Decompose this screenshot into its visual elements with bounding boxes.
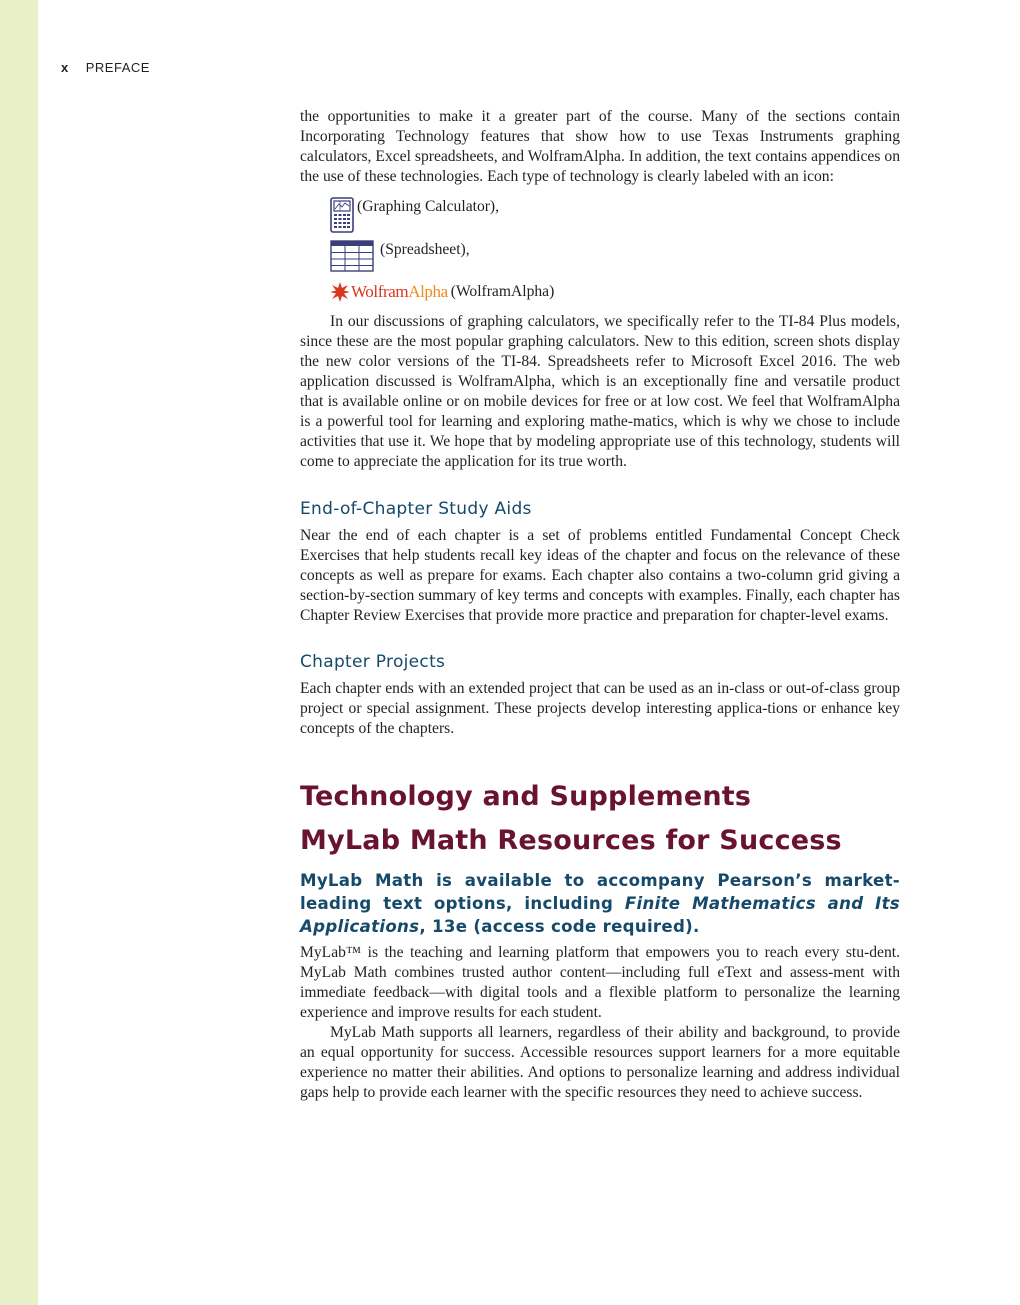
- margin-color-strip: [0, 0, 38, 1305]
- alpha-logo-text: Alpha: [408, 282, 448, 301]
- spreadsheet-icon: [330, 240, 374, 278]
- chapter-projects-paragraph: Each chapter ends with an extended project that can be used as an in-class or out-of-class group project or special assignment. These projects develop interesting applica-tions or enhance key concepts of the chapters.: [300, 680, 900, 737]
- study-aids-paragraph: Near the end of each chapter is a set of problems entitled Fundamental Concept Check Exercises that help students recall key ideas of the chapter and focus on the relevance of these concepts as well as prepare for exams. Each chapter also contains a two-column grid giving a section-by-section summary of key terms and concepts with examples. Finally, each chapter has Chapter Review Exercises that provide more practice and preparation for chapter-level exams.: [300, 527, 900, 624]
- page-body: [300, 107, 900, 1103]
- subhead-text-end: , 13e (access code required).: [419, 917, 700, 936]
- mylab-resources-title: MyLab Math Resources for Success: [300, 825, 842, 856]
- spreadsheet-row: [330, 240, 900, 276]
- mylab-subhead: [300, 869, 900, 938]
- mylab-paragraph-1: MyLab™ is the teaching and learning platform that empowers you to reach every stu-dent. MyLab Math combines trusted author content—including full eText and assess-ment with immediate feedback—with digital tools and a flexible platform to personalize the learning experience and improve results for each student.: [300, 944, 900, 1021]
- supplements-title: Technology and Supplements: [300, 781, 752, 812]
- graphing-calculator-row: [330, 197, 900, 233]
- subhead-book-title: Finite Mathematics and Its Applications: [300, 894, 900, 936]
- page-number: x: [61, 60, 69, 75]
- running-head: [61, 60, 150, 75]
- calculators-paragraph: In our discussions of graphing calculators, we specifically refer to the TI-84 Plus models, since these are the most popular graphing calculators. New to this edition, screen shots display the new color versions of the TI-84. Spreadsheets refer to Microsoft Excel 2016. The web application discussed is WolframAlpha, which is an exceptionally fine and versatile product that is available online or on mobile devices for free or at low cost. We feel that WolframAlpha is a powerful tool for learning and exploring mathe-matics, which is why we chose to include activities that use it. We hope that by modeling appropriate use of this technology, students will come to appreciate the application for its true worth.: [300, 313, 900, 470]
- wolfram-star-icon: [330, 282, 350, 302]
- mylab-paragraph-2: MyLab Math supports all learners, regardless of their ability and background, to provide an equal opportunity for success. Accessible resources support learners for a more equitable experience no matter their abilities. And options to personalize learning and address individual gaps help to provide each learner with the specific resources they need to achieve success.: [300, 1024, 900, 1101]
- study-aids-heading: End-of-Chapter Study Aids: [300, 499, 532, 519]
- graphing-calculator-label: (Graphing Calculator),: [357, 198, 500, 215]
- spreadsheet-label: (Spreadsheet),: [380, 241, 470, 258]
- running-head-section: PREFACE: [85, 60, 150, 75]
- chapter-projects-heading: Chapter Projects: [300, 652, 446, 672]
- tech-intro-paragraph: the opportunities to make it a greater part of the course. Many of the sections contain Incorporating Technology features that show how to use Texas Instruments graphing calculators, Excel spreadsheets, and WolframAlpha. In addition, the text contains appendices on the use of these technologies. Each type of technology is clearly labeled with an icon:: [300, 108, 900, 185]
- wolframalpha-logo: [330, 282, 448, 302]
- graphing-calculator-icon: [330, 197, 354, 239]
- wolfram-logo-text: Wolfram: [351, 282, 409, 301]
- wolframalpha-row: [330, 282, 900, 312]
- subhead-text-start: MyLab Math is available to accompany Pearson’s market-leading text options, including: [300, 871, 900, 913]
- wolframalpha-label: (WolframAlpha): [450, 283, 555, 300]
